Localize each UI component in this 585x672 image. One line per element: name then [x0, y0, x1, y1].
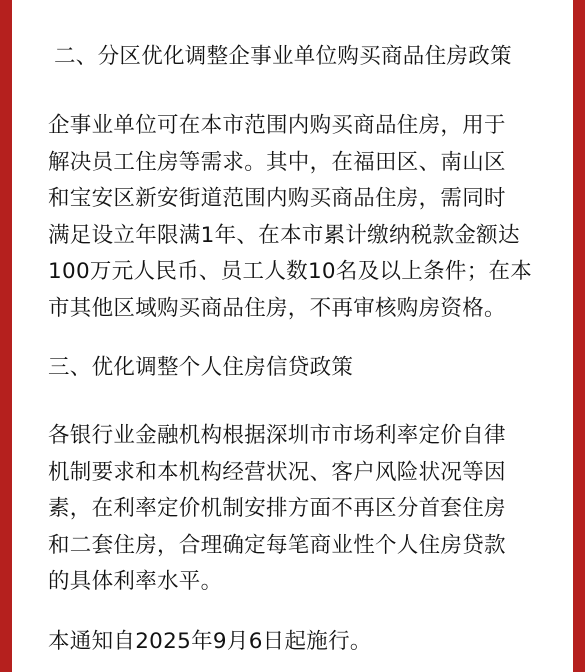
section-3-heading: 三、优化调整个人住房信贷政策	[48, 355, 354, 380]
section-2-paragraph	[48, 108, 532, 327]
section-2-heading: 二、分区优化调整企事业单位购买商品住房政策	[54, 44, 512, 69]
paragraph-line: 解决员工住房等需求。其中，在福田区、南山区	[48, 149, 506, 175]
section-3-paragraph	[48, 418, 506, 601]
paragraph-line: 和二套住房，合理确定每笔商业性个人住房贷款	[48, 532, 506, 558]
paragraph-line: 100万元人民币、员工人数10名及以上条件；在本	[48, 259, 533, 284]
paragraph-line: 机制要求和本机构经营状况、客户风险状况等因	[48, 459, 506, 485]
effective-date-notice: 本通知自2025年9月6日起施行。	[48, 629, 372, 654]
paragraph-line: 企事业单位可在本市范围内购买商品住房，用于	[48, 113, 506, 138]
paragraph-line: 满足设立年限满1年、在本市累计缴纳税款金额达	[48, 222, 520, 248]
paragraph-line: 的具体利率水平。	[48, 569, 223, 594]
paragraph-line: 各银行业金融机构根据深圳市市场利率定价自律	[48, 423, 506, 448]
paragraph-line: 市其他区域购买商品住房，不再审核购房资格。	[48, 295, 506, 321]
paragraph-line: 素，在利率定价机制安排方面不再区分首套住房	[48, 496, 506, 521]
paragraph-line: 和宝安区新安街道范围内购买商品住房，需同时	[48, 186, 506, 211]
